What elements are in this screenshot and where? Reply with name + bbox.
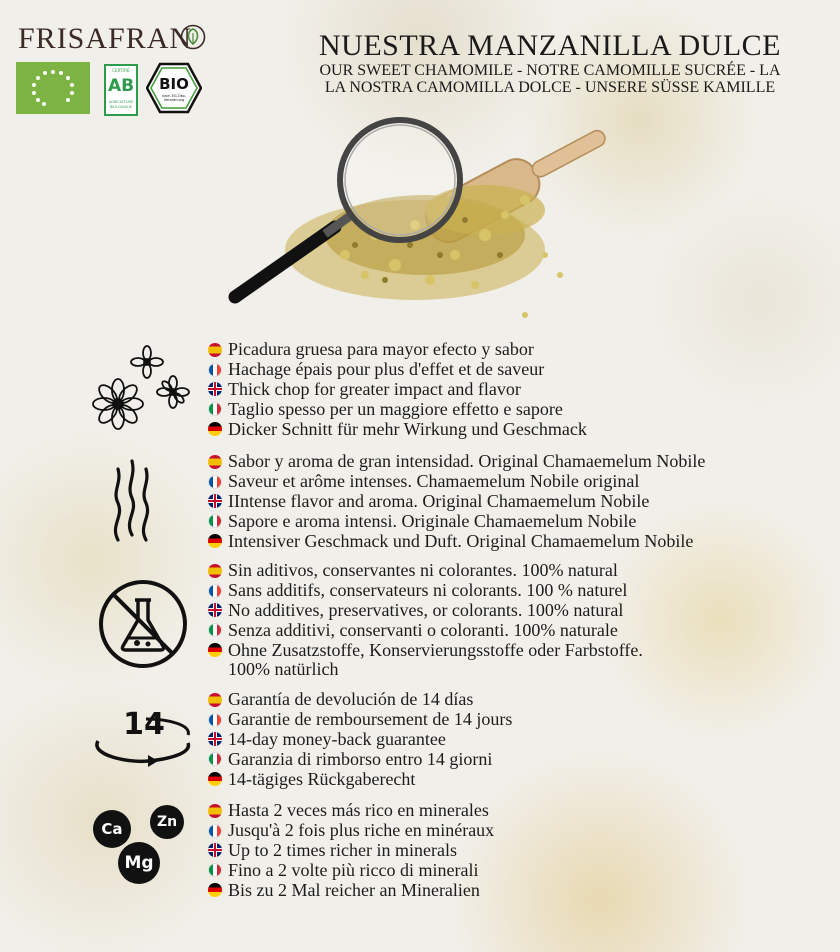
feature-line: Sans additifs, conservateurs ni colorants. 100 % naturel: [208, 581, 643, 601]
italy-flag-icon: [208, 514, 222, 528]
feature-line: Taglio spesso per un maggiore effetto e sapore: [208, 399, 587, 419]
feature-line: Picadura gruesa para mayor efecto y sabor: [208, 340, 587, 360]
no-chemicals-flask-icon: [97, 578, 189, 670]
feature-block-aroma: [208, 452, 705, 551]
feature-line: Garanzia di rimborso entro 14 giorni: [208, 749, 512, 769]
france-flag-icon: [208, 824, 222, 838]
feature-line: Senza additivi, conservanti o coloranti. 100% naturale: [208, 620, 643, 640]
feature-line: Saveur et arôme intenses. Chamaemelum Nobile original: [208, 472, 705, 492]
uk-flag-icon: [208, 382, 222, 396]
feature-line: Sin aditivos, conservantes ni colorantes. 100% natural: [208, 561, 643, 581]
feature-line: 14-day money-back guarantee: [208, 730, 512, 750]
page-header: [300, 30, 800, 96]
spain-flag-icon: [208, 343, 222, 357]
germany-flag-icon: [208, 534, 222, 548]
certification-logos: [16, 62, 202, 116]
uk-flag-icon: [208, 732, 222, 746]
spain-flag-icon: [208, 693, 222, 707]
ab-bottom-label: AGRICULTURE BIOLOGIQUE: [108, 100, 134, 109]
feature-line: Bis zu 2 Mal reicher an Mineralien: [208, 880, 494, 900]
zinc-badge: Zn: [150, 805, 184, 839]
feature-line: Fino a 2 volte più ricco di minerali: [208, 860, 494, 880]
germany-flag-icon: [208, 422, 222, 436]
spain-flag-icon: [208, 804, 222, 818]
ab-certified-label: CERTIFIÉ: [112, 68, 130, 73]
feature-line: No additives, preservatives, or colorants. 100% natural: [208, 601, 643, 621]
france-flag-icon: [208, 475, 222, 489]
chamomile-flowers-icon: [84, 342, 196, 438]
bio-hexagon-logo: [146, 62, 202, 114]
bio-logo-small: nach EG-Öko-Verordnung: [161, 94, 187, 102]
page-subtitle-2: LA NOSTRA CAMOMILLA DOLCE - UNSERE SÜSSE KAMILLE: [324, 79, 776, 96]
germany-flag-icon: [208, 883, 222, 897]
bio-logo-text: BIO: [159, 75, 189, 93]
chamomile-scoop-magnifier-image: [225, 115, 615, 330]
feature-line: Thick chop for greater impact and flavor: [208, 380, 587, 400]
italy-flag-icon: [208, 863, 222, 877]
france-flag-icon: [208, 584, 222, 598]
germany-flag-icon: [208, 772, 222, 786]
feature-line: 14-tägiges Rückgaberecht: [208, 769, 512, 789]
magnesium-badge: Mg: [118, 842, 160, 884]
feature-block-guarantee: [208, 690, 512, 789]
uk-flag-icon: [208, 843, 222, 857]
brand-name: FRISAFRAN: [18, 22, 193, 55]
feature-line-continuation: 100% natürlich: [228, 659, 339, 680]
feature-line: Intensiver Geschmack und Duft. Original Chamaemelum Nobile: [208, 531, 705, 551]
eu-leaf-stars-icon: [16, 62, 90, 114]
fourteen-label: 14: [123, 707, 165, 742]
feature-line: Dicker Schnitt für mehr Wirkung und Geschmack: [208, 419, 587, 439]
spain-flag-icon: [208, 455, 222, 469]
france-flag-icon: [208, 713, 222, 727]
spain-flag-icon: [208, 564, 222, 578]
italy-flag-icon: [208, 752, 222, 766]
feature-line: Ohne Zusatzstoffe, Konservierungsstoffe oder Farbstoffe.: [208, 640, 643, 660]
feature-line: Hasta 2 veces más rico en minerales: [208, 801, 494, 821]
uk-flag-icon: [208, 603, 222, 617]
uk-flag-icon: [208, 494, 222, 508]
italy-flag-icon: [208, 623, 222, 637]
page-title: NUESTRA MANZANILLA DULCE: [319, 29, 781, 62]
ab-agriculture-biologique-logo: [104, 64, 138, 116]
germany-flag-icon: [208, 643, 222, 657]
aroma-steam-icon: [110, 455, 154, 545]
feature-line: Hachage épais pour plus d'effet et de saveur: [208, 360, 587, 380]
italy-flag-icon: [208, 402, 222, 416]
ab-logo-text: AB: [107, 76, 135, 96]
calcium-badge: Ca: [93, 810, 131, 848]
leaf-circle-icon: [180, 24, 206, 50]
feature-line: Sabor y aroma de gran intensidad. Original Chamaemelum Nobile: [208, 452, 705, 472]
feature-block-chop: [208, 340, 587, 439]
eu-organic-logo: [16, 62, 90, 114]
feature-line: IIntense flavor and aroma. Original Chamaemelum Nobile: [208, 492, 705, 512]
feature-block-minerals: [208, 801, 494, 900]
feature-block-natural: [208, 561, 643, 680]
france-flag-icon: [208, 363, 222, 377]
feature-line: Sapore e aroma intensi. Originale Chamaemelum Nobile: [208, 511, 705, 531]
feature-line: Up to 2 times richer in minerals: [208, 841, 494, 861]
fourteen-day-return-icon: [88, 705, 198, 769]
feature-line: Garantie de remboursement de 14 jours: [208, 710, 512, 730]
page-subtitle-1: OUR SWEET CHAMOMILE - NOTRE CAMOMILLE SUCRÉE - LA: [319, 62, 781, 79]
feature-line: Garantía de devolución de 14 días: [208, 690, 512, 710]
feature-line: Jusqu'à 2 fois plus riche en minéraux: [208, 821, 494, 841]
